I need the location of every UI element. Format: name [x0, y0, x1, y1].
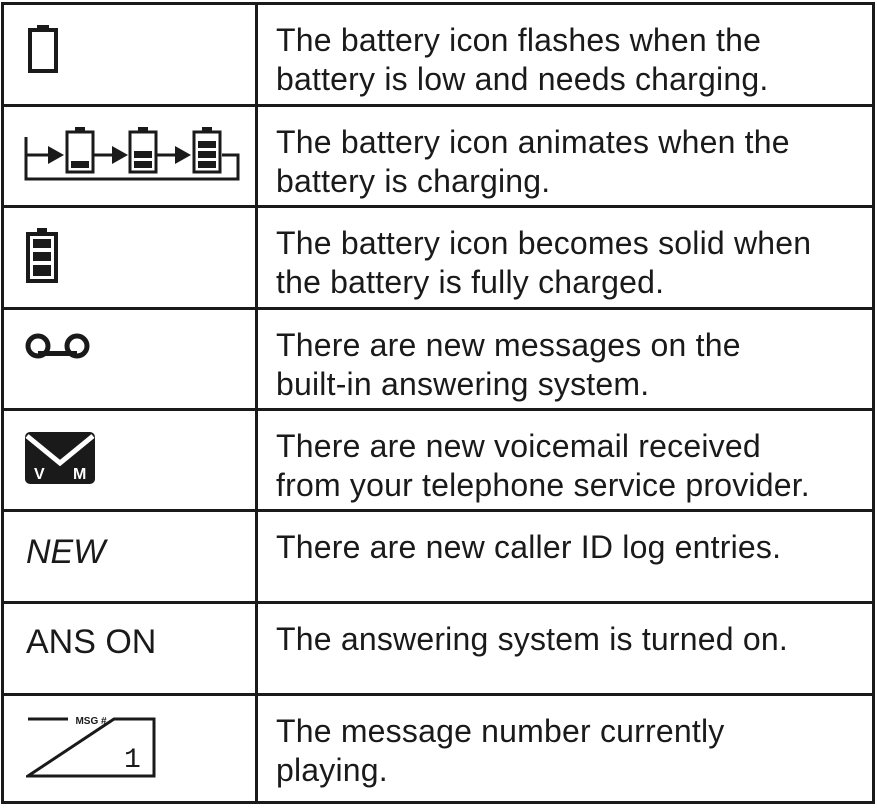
answering-system-messages-icon: [24, 332, 92, 362]
table-row-icon-cell: [4, 5, 258, 107]
table-row-icon-cell: [4, 512, 258, 604]
ans-on-indicator-text: ANS ON: [26, 623, 157, 661]
table-row-description: The battery icon animates when the battery is charging.: [258, 107, 872, 208]
msg-number-label: MSG #: [75, 716, 107, 727]
table-row-icon-cell: [4, 208, 258, 310]
voicemail-envelope-icon: [24, 431, 96, 485]
table-row-description: The battery icon becomes solid when the battery is fully charged.: [258, 208, 872, 310]
battery-full-icon: [22, 226, 62, 284]
message-number-display-icon: [26, 714, 156, 778]
table-row-description: The answering system is turned on.: [258, 604, 872, 696]
table-row-icon-cell: [4, 411, 258, 512]
table-row-description: There are new caller ID log entries.: [258, 512, 872, 604]
table-row-icon-cell: [4, 696, 258, 801]
msg-number-digit: 1: [124, 745, 141, 776]
table-row-description: The message number currently playing.: [276, 713, 725, 788]
table-row-description: There are new voicemail received from your telephone service provider.: [258, 411, 872, 512]
table-row-description: The battery icon flashes when the battery is low and needs charging.: [258, 5, 872, 107]
icon-description-table: [1, 2, 875, 804]
voicemail-letter-m: M: [73, 466, 87, 483]
table-row-description: There are new messages on the built-in answering system.: [258, 310, 872, 411]
table-row-icon-cell: [4, 107, 258, 208]
battery-low-icon: [22, 21, 62, 73]
voicemail-letter-v: V: [34, 466, 45, 483]
new-indicator-text: NEW: [26, 533, 106, 571]
table-row-icon-cell: [4, 604, 258, 696]
battery-charging-animation-icon: [22, 121, 244, 183]
table-row-icon-cell: [4, 310, 258, 411]
